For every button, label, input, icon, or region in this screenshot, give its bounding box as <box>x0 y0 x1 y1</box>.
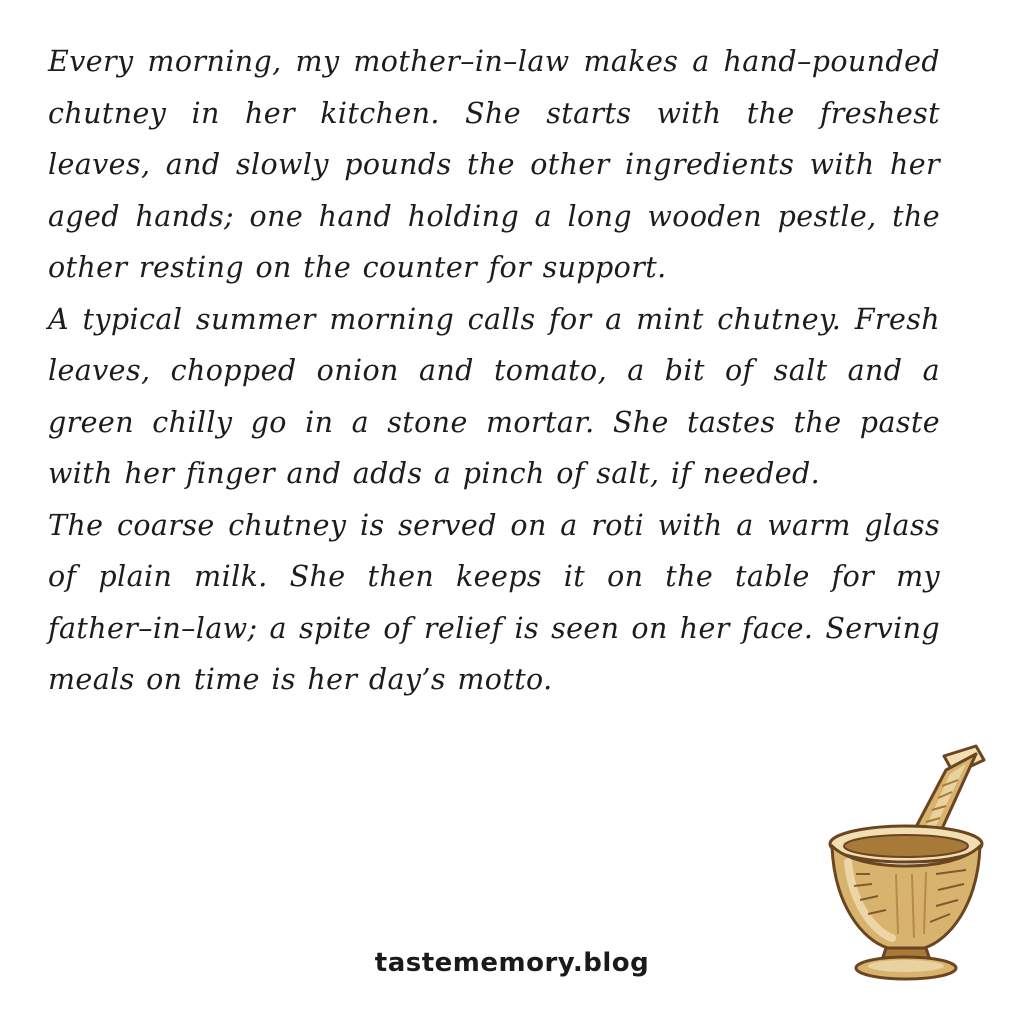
story-paragraph-1: Every morning, my mother–in–law makes a hand–pounded chutney in her kitchen. She starts with the freshest leaves, and slowly pounds the other ingredients with her aged hands; one hand holding a long wooden pestle, the other resting on the counter for support. <box>48 45 940 284</box>
story-paragraph-3: The coarse chutney is served on a roti with a warm glass of plain milk. She then keeps it on the table for my father–in–law; a spite of relief is seen on her face. Serving meals on time is her day’s motto. <box>48 508 940 696</box>
story-text <box>48 36 940 706</box>
site-footer: tastememory.blog <box>374 948 650 978</box>
story-paragraph-2: A typical summer morning calls for a mint chutney. Fresh leaves, chopped onion and tomato, a bit of salt and a green chilly go in a stone mortar. She tastes the paste with her finger and adds a pinch of salt, if needed. <box>48 302 940 490</box>
